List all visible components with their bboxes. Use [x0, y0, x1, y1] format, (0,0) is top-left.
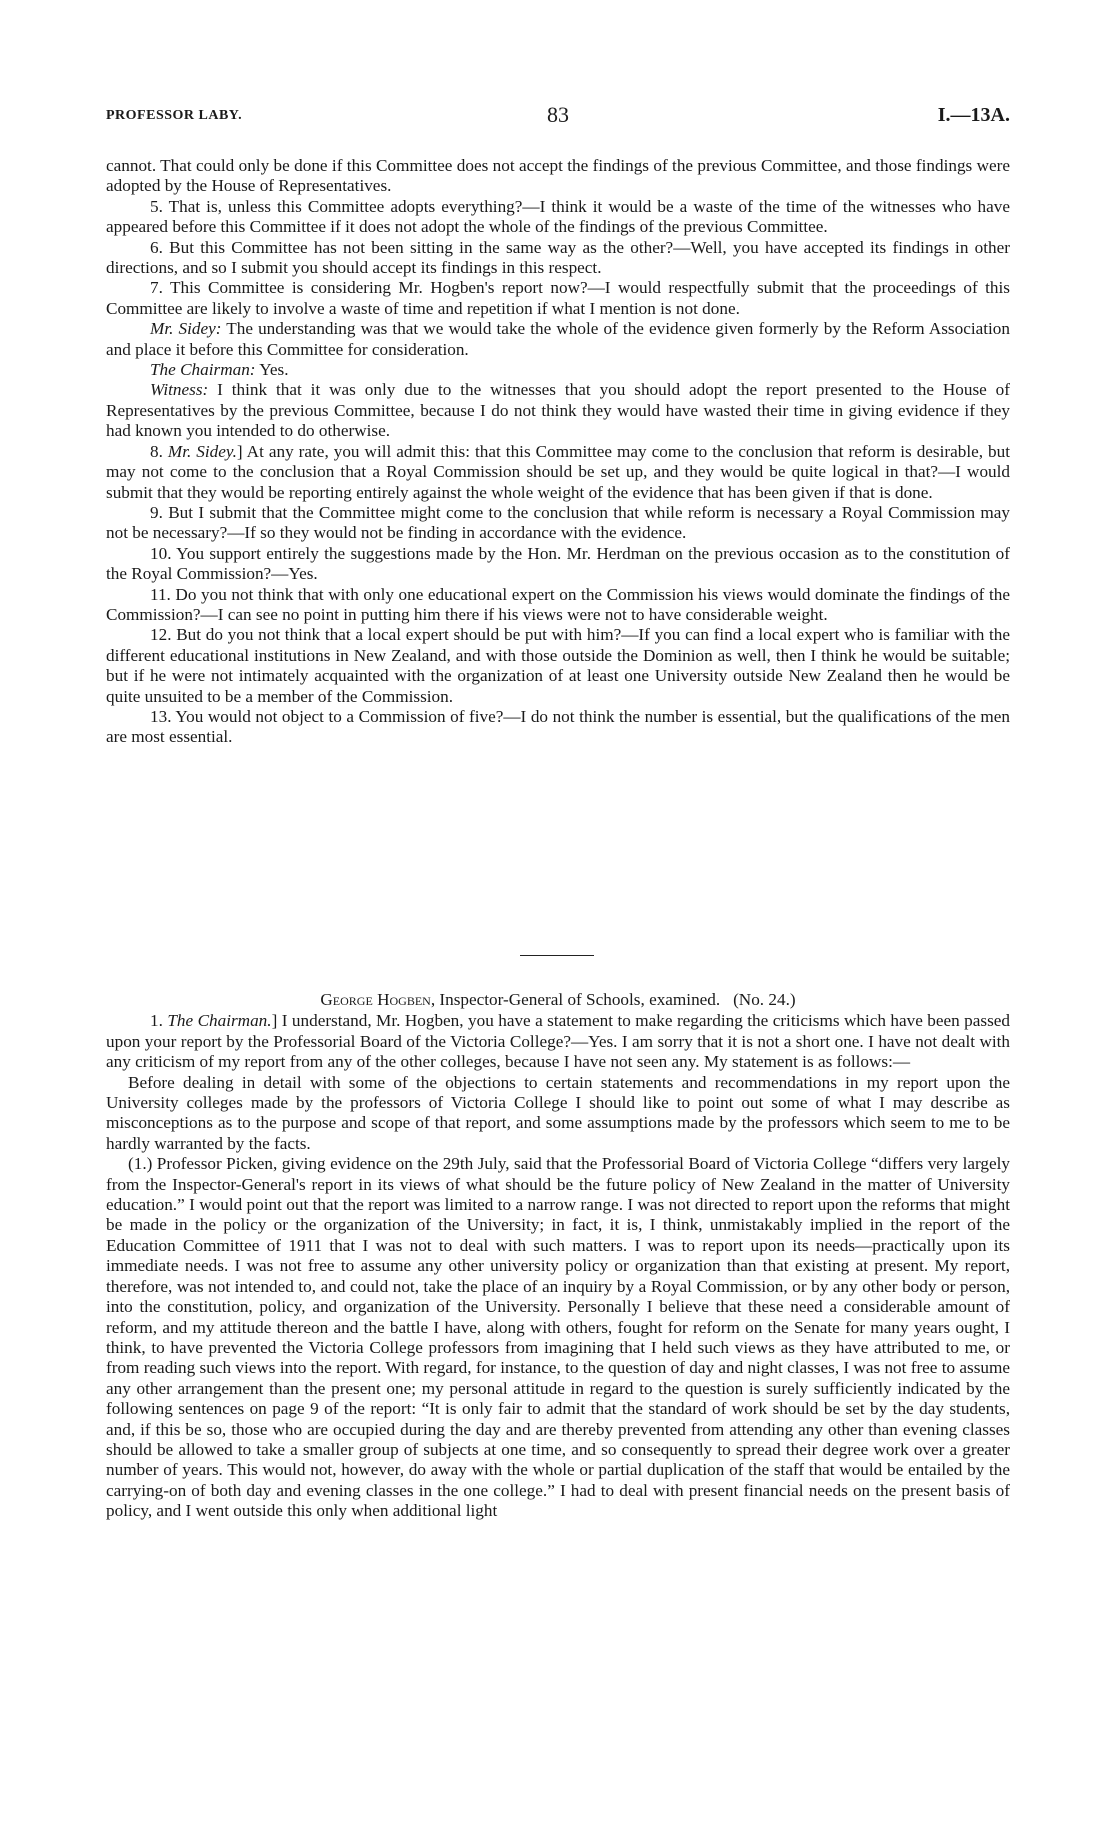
witness-description: , Inspector-General of Schools, examined. — [430, 990, 721, 1009]
question-7: 7. This Committee is considering Mr. Hogben's report now?—I would respectfully submit that the proceedings of this Committee are likely to involve a waste of time and repetition if what I mention is not done. — [106, 278, 1010, 318]
question-11: 11. Do you not think that with only one educational expert on the Commission his views would dominate the findings of the Commission?—I can see no point in putting him there if his views were not to have considerable weight. — [106, 584, 1010, 624]
witness-number: (No. 24.) — [733, 990, 796, 1009]
question-1 — [106, 1011, 1010, 1072]
page-header — [106, 100, 1010, 130]
statement-introduction: Before dealing in detail with some of the objections to certain statements and recommendations in my report upon the University colleges made by the professors of Victoria College I should like to point out some of what I may describe as misconceptions as to the purpose and scope of that report, and some assumptions made by the professors which seem to me to be hardly warranted by the facts. — [106, 1072, 1010, 1153]
question-number: 1. — [150, 1011, 168, 1031]
section-divider — [520, 955, 594, 956]
witness-text: I think that it was only due to the witnesses that you should adopt the report presented to the House of Representatives by the previous Committee, because I do not think they would have wasted their time in giving evidence if they had known you intended to do otherwise. — [106, 380, 1010, 441]
question-12: 12. But do you not think that a local expert should be put with him?—If you can find a local expert who is familiar with the different educational institutions in New Zealand, and with those outside the Dominion as well, then I think he would be suitable; but if he were not intimately acquainted with the organization of at least one University outside New Zealand then he would be quite unsuited to be a member of the Commission. — [106, 625, 1010, 706]
witness-name: George Hogben — [320, 990, 431, 1009]
running-head-title: PROFESSOR LABY. — [106, 108, 243, 123]
question-text: ] At any rate, you will admit this: that this Committee may come to the conclusion that reform is desirable, but may not come to the conclusion that a Royal Commission should be set up, and they would be quite logical in that?—I would submit that they would be reporting entirely against the whole weight of the evidence that has been given if that is done. — [106, 441, 1011, 502]
question-13: 13. You would not object to a Commission of five?—I do not think the number is essential, but the qualifications of the men are most essential. — [106, 706, 1010, 747]
evidence-section-hogben — [106, 990, 1010, 1522]
paper-reference: I.—13A. — [937, 104, 1010, 126]
interjection-sidey — [106, 319, 1010, 360]
question-text: ] I understand, Mr. Hogben, you have a statement to make regarding the criticisms which have been passed upon your report by the Professorial Board of the Victoria College?—Yes. I am sorry that it is not a short one. I have not dealt with any criticism of my report from any of the other colleges, because I have not seen any. My statement is as follows:— — [106, 1011, 1010, 1072]
statement-point-1: (1.) Professor Picken, giving evidence on the 29th July, said that the Professorial Board of Victoria College “differs very largely from the Inspector-General's report in its views of what should be the future policy of New Zealand in the matter of University education.” I would point out that the report was limited to a narrow range. I was not directed to report upon the reforms that might be made in the policy or the organization of the University; in fact, it is, I think, unmistakably implied in the report of the Education Committee of 1911 that I was not to deal with such matters. I was to report upon its needs—practically upon its immediate needs. I was not free to assume any other university policy or organization than that existing at present. My report, therefore, was not intended to, and could not, take the place of an inquiry by a Royal Commission, or by any other body or person, into the constitution, policy, and organization of the University. Personally I believe that these need a considerable amount of reform, and my attitude thereon and the battle I have, along with others, fought for reform on the Senate for many years ought, I think, to have prevented the Victoria College professors from imagining that I held such views as they have attributed to me, or from reading such views into the report. With regard, for instance, to the question of day and night classes, I was not free to assume any other arrangement than the present one; my personal attitude in regard to the question is surely sufficiently indicated by the following sentences on page 9 of the report: “It is only fair to admit that the standard of work should be set by the day students, and, if this be so, those who are occupied during the day and are thereby prevented from attending any other than evening classes should be allowed to take a smaller group of subjects at one time, and so consequently to spread their degree work over a greater number of years. This would not, however, do away with the whole or partial duplication of the staff that would be entailed by the carrying-on of both day and evening classes in the one college.” I had to deal with present financial needs on the present basis of policy, and I went outside this only when additional light — [106, 1154, 1010, 1521]
question-5: 5. That is, unless this Committee adopts everything?—I think it would be a waste of the time of the witnesses who have appeared before this Committee if it does not adopt the whole of the findings of the previous Committee. — [106, 196, 1010, 237]
paragraph-continuation: cannot. That could only be done if this Committee does not accept the findings of the previous Committee, and those findings were adopted by the House of Representatives. — [106, 156, 1010, 196]
evidence-section-laby — [106, 156, 1010, 748]
page-number: 83 — [547, 102, 569, 127]
witness-heading — [106, 990, 1010, 1010]
witness-statement — [106, 380, 1010, 441]
interjection-chairman — [106, 360, 1010, 380]
interjection-text: Yes. — [255, 360, 289, 380]
question-number: 8. — [150, 441, 168, 461]
speaker-chairman: The Chairman: — [150, 360, 256, 380]
speaker-chairman: The Chairman. — [167, 1011, 272, 1031]
interjection-text: The understanding was that we would take the whole of the evidence given formerly by the Reform Association and place it before this Committee for consideration. — [106, 319, 1010, 359]
question-10: 10. You support entirely the suggestions made by the Hon. Mr. Herdman on the previous occasion as to the constitution of the Royal Commission?—Yes. — [106, 543, 1010, 584]
speaker-witness: Witness: — [150, 380, 209, 400]
speaker-sidey: Mr. Sidey. — [167, 441, 237, 461]
question-8 — [106, 442, 1010, 503]
question-9: 9. But I submit that the Committee might come to the conclusion that while reform is necessary a Royal Commission may not be necessary?—If so they would not be finding in accordance with the evidence. — [106, 502, 1010, 543]
question-6: 6. But this Committee has not been sitting in the same way as the other?—Well, you have accepted its findings in other directions, and so I submit you should accept its findings in this respect. — [106, 237, 1010, 278]
speaker-sidey: Mr. Sidey: — [150, 319, 222, 339]
